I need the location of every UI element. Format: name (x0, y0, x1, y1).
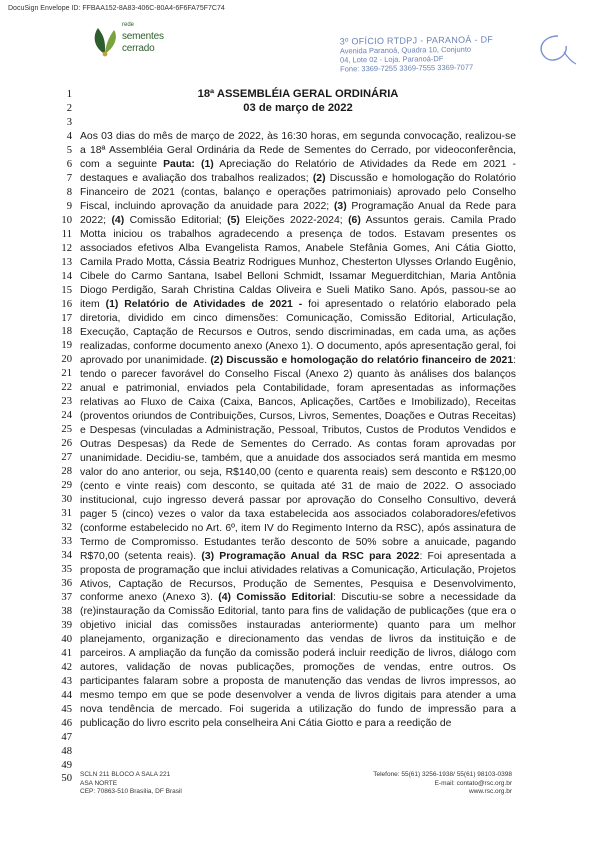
line-number: 3 (66, 116, 72, 128)
body-segment: Comissão Editorial; (124, 214, 228, 226)
line-number: 9 (66, 200, 72, 212)
stamp-line-4: Fone: 3369-7255 3369-7555 3369-7077 (340, 62, 474, 74)
line-number: 48 (61, 745, 72, 757)
document-title: 18ª ASSEMBLÉIA GERAL ORDINÁRIA (197, 88, 399, 100)
stamp-line-3: 04, Lote 02 - Loja. Paranoá-DF (339, 54, 444, 65)
body-segment: : tendo o parecer favorável do Conselho Fiscal (Anexo 2) quanto às análises dos balanços anual e patrimonial, enviados pela Contabilidade, foram apresentadas as informações relativas ao Fluxo de Caixa (Caixa, Bancos, Aplicações, Cartões e Imobilizado), Receitas (proventos oriundos de Contribuições, Cursos, Livros, Sementes, Doações e Outras Receitas) e Despesas (vinculadas a Administração, Pessoal, Tributos, Custos de Produtos Vendidos e Outras Despesas) da Rede de Sementes do Cerrado. As contas foram aprovadas por unanimidade. Decidiu-se, também, que a anuidade dos associados será mantida em mesmo valor do ano anterior, ou seja, R$140,00 (cento e quarenta reais) sem desconto e R$120,00 (cento e vinte reais) com desconto, se quitada até 31 de maio de 2022. O associado institucional, cujo ingresso deverá passar por aprovação do Conselho Consultivo, deverá pager 5 (cinco) vezes o valor da taxa estabelecida aos associados colaboradores/efetivos (conforme estabelecido no Art. 6º, item IV do Regimento Interno da RSC), após assinatura de Termo de Compromisso. Estudantes terão desconto de 50% sobre a anuicade, pagando R$70,00 (setenta reais). (80, 354, 516, 562)
line-number: 27 (61, 452, 72, 464)
body-segment: Discussão e homologação do Rolatório Financeiro de 2021 (contas, balanço e operações patrimoniais) aprovado pelo Conselho Fiscal, incluindo aprovação da anuidade para 2022; (80, 172, 516, 212)
stamp-line-2: Avenida Paranoá, Quadra 10, Conjunto (339, 44, 472, 56)
line-number: 20 (61, 354, 72, 366)
line-number: 37 (61, 591, 72, 603)
logo-word-cerrado: cerrado (122, 43, 155, 54)
section-4-heading: (4) Comissão Editorial (218, 592, 334, 604)
document-date: 03 de março de 2022 (243, 102, 353, 114)
agenda-item-2: (2) (312, 172, 326, 184)
line-number: 11 (61, 228, 72, 240)
address-line-3: CEP: 70863-510 Brasília, DF Brasil (80, 788, 182, 795)
logo-small-text: rede (122, 22, 135, 28)
logo-word-sementes: sementes (122, 31, 164, 42)
body-segment: Apreciação do Relatório de Atividades da Rede em 2021 - destaques e avaliação dos trabalhos realizados; (80, 158, 517, 184)
line-number: 8 (66, 186, 72, 198)
line-number: 24 (61, 410, 72, 422)
line-number: 15 (61, 284, 72, 296)
footer-email: E-mail: contato@rsc.org.br (434, 779, 512, 787)
line-number: 1 (66, 89, 72, 100)
line-number: 44 (61, 689, 72, 701)
pauta-label: Pauta: (1) (163, 158, 214, 170)
line-number: 18 (61, 326, 72, 338)
section-3-heading: (3) Programação Anual da RSC para 2022 (201, 550, 420, 562)
line-number: 45 (61, 703, 72, 715)
line-number: 4 (66, 130, 72, 142)
body-segment: Aos 03 dias do mês de março de 2022, às 16:30 horas, em segunda convocação, realizou-se a 18ª Assembléia Geral Ordinária da Rede de Sementes do Cerrado, por videoconferência, com a seguinte (80, 131, 516, 170)
body-segment: Assuntos gerais. Camila Prado Motta iniciou os trabalhos agradecendo a presença de todos. Estavam presentes os associados efetivos Alba Evangelista Ramos, Anabele Stefânia Gomes, Ani Cátia Giotto, Camila Prado Motta, Cássia Beatriz Rodrigues Munhoz, Chesterton Ulysses Orlando Eugênio, Cibele do Carmo Santana, Isabel Belloni Schmidt, Issamar Meguerditchian, Maria Antônia Diogo Perdigão, Sarah Christina Caldas Oliveira e Sueli Matiko Sano. Após, passou-se ao item (80, 214, 517, 310)
agenda-item-4: (4) (111, 214, 125, 226)
line-number: 39 (61, 619, 72, 631)
line-number: 19 (61, 340, 72, 352)
footer-phone: Telefone: 55(61) 3256-1938/ 55(61) 98103-0398 (373, 771, 512, 778)
line-number: 46 (61, 717, 72, 729)
body-segment: Programação Anual da Rede para 2022; (80, 200, 516, 226)
line-number: 13 (61, 256, 72, 268)
docusign-envelope-id: DocuSign Envelope ID: FFBAA152-8A83-406C-80A4-6F6FA75F7C74 (8, 5, 225, 12)
line-number: 40 (61, 633, 72, 645)
line-number: 33 (61, 536, 72, 547)
line-number: 2 (66, 102, 72, 114)
line-number: 36 (61, 577, 72, 589)
line-number: 41 (61, 647, 72, 659)
line-number: 23 (61, 396, 72, 408)
line-number: 21 (61, 368, 72, 380)
line-number: 12 (61, 242, 72, 254)
rsc-logo (82, 18, 172, 62)
line-number: 22 (61, 382, 72, 394)
line-number: 10 (61, 214, 72, 226)
line-number: 14 (61, 270, 72, 282)
body-segment: : Discutiu-se sobre a necessidade da (re)instauração da Comissão Editorial, tanto para fins de validação de publicações (que era o objetivo inicial das comissões instauradas anteriormente) quanto para um melhor planejamento, organização e direcionamento das vendas de livros da instituição e de parceiros. A ampliação da função da comissão poderá incluir reedição de livros, diálogo com autores, validação de novas publicações, promoções de vendas, entre outros. Os participantes falaram sobre a proposta de manutenção das vendas de livros impressos, ao mesmo tempo em que se pode desenvolver a venda de livros digitais para atender a uma nova tendência de mercado. Foi sugerida a utilização do fundo de impressão para a publicação do livro escrito pela conselheira Ani Cátia Giotto e para a reedição de (80, 592, 516, 730)
stamp-line-1: 3º OFÍCIO RTDPJ - PARANOÁ - DF (339, 34, 494, 47)
line-number: 7 (66, 172, 72, 184)
line-number: 35 (61, 563, 72, 575)
footer-contact (300, 771, 512, 797)
footer-site: www.rsc.org.br (469, 788, 512, 795)
line-number: 16 (61, 298, 72, 310)
line-number: 34 (61, 549, 72, 561)
line-number: 5 (66, 144, 72, 156)
section-1-heading: (1) Relatório de Atividades de 2021 - (105, 298, 303, 310)
line-number: 29 (61, 480, 72, 492)
line-number: 26 (61, 438, 72, 450)
body-segment: foi apresentado o relatório elaborado pela diretoria, dividido em cinco dimensões: Comunicação, Comissão Editorial, Articulação, Execução, Captação de Recursos e Outros, sendo discriminadas, em cada uma, as ações realizadas, conforme documento anexo (Anexo 1). O documento, após apresentação geral, foi aprovado por unanimidade. (80, 298, 516, 366)
address-line-2: ASA NORTE (80, 779, 118, 787)
line-number: 50 (61, 773, 72, 785)
line-number: 42 (61, 661, 72, 673)
line-number: 43 (61, 675, 72, 687)
line-number: 31 (61, 508, 72, 520)
body-segment: Eleições 2022-2024; (239, 214, 349, 226)
line-number: 30 (61, 494, 72, 506)
line-numbers (44, 88, 72, 786)
stamp-signature-icon (528, 32, 578, 66)
agenda-item-3: (3) (333, 200, 347, 212)
line-number: 49 (61, 759, 72, 771)
address-line-1: SCLN 211 BLOCO A SALA 221 (80, 771, 171, 778)
line-number: 28 (61, 466, 72, 478)
footer-address (80, 771, 182, 797)
line-number: 47 (61, 731, 72, 743)
minutes-body (80, 130, 516, 731)
body-segment: : Foi apresentada a proposta de programação que inclui atividades relativas a Comunicação, Articulação, Projetos Ativos, Captação de Recursos, Produção de Sementes, Pesquisa e Desenvolvimento, conforme anexo (Anexo 3). (80, 550, 516, 604)
line-number: 38 (61, 605, 72, 617)
agenda-item-5: (5) (227, 214, 240, 226)
seed-leaf-icon (88, 24, 122, 58)
line-number: 32 (61, 522, 72, 534)
section-2-heading: (2) Discussão e homologação do relatório financeiro de 2021 (210, 354, 514, 366)
agenda-item-6: (6) (348, 214, 361, 226)
line-number: 6 (66, 158, 72, 170)
line-number: 25 (61, 424, 72, 436)
line-number: 17 (61, 312, 72, 324)
